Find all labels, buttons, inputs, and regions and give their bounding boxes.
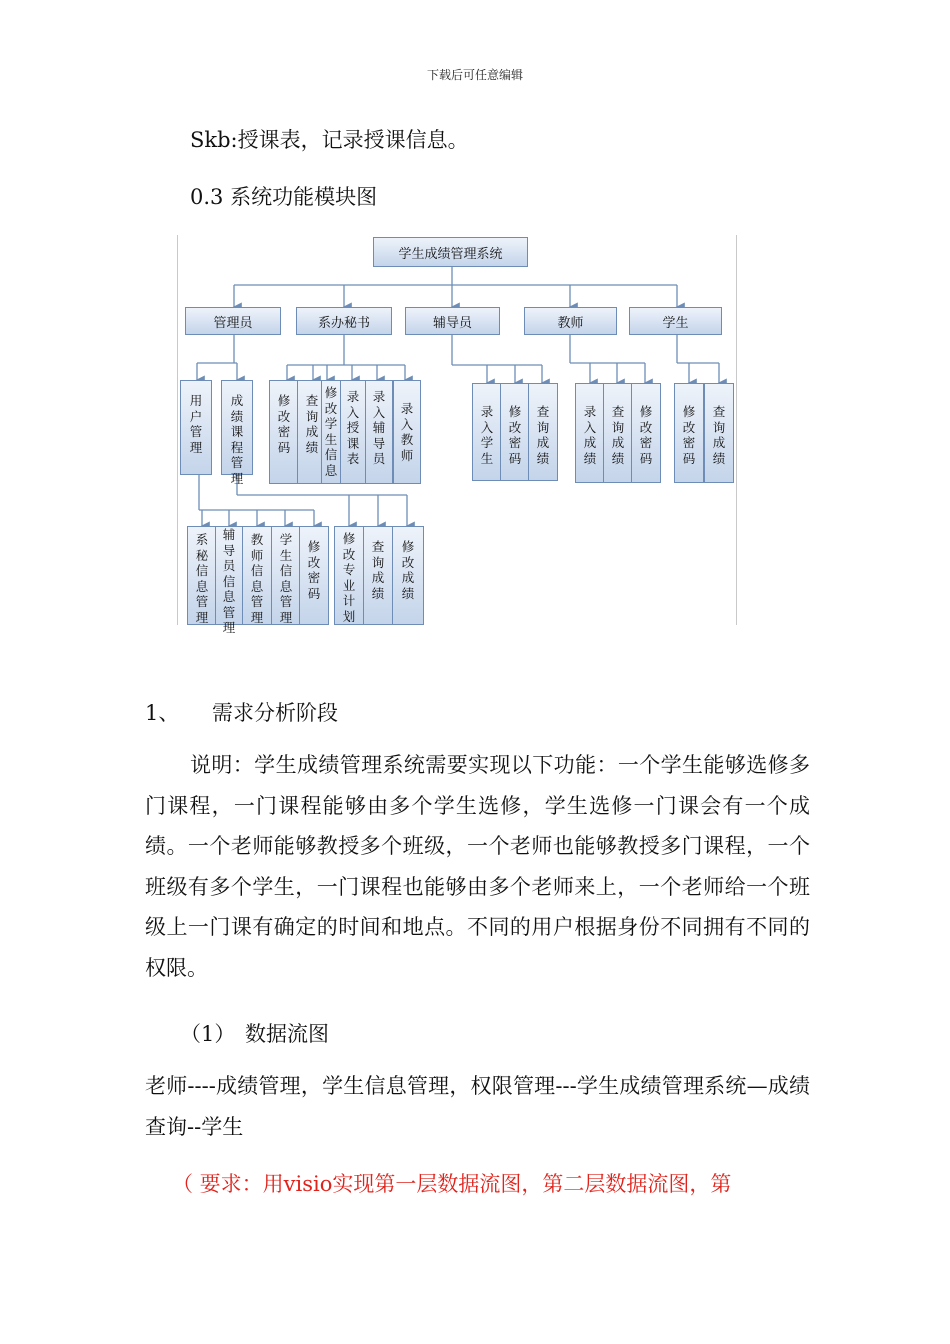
dataflow-heading-text: 数据流图	[245, 1022, 329, 1046]
section-1-title: 需求分析阶段	[212, 701, 338, 725]
diagram-node-teacher: 教师	[524, 307, 617, 335]
diagram-node-cou-enter-student: 录入学生	[472, 383, 502, 481]
diagram-node-sec-enter-schedule: 录入授课表	[340, 380, 366, 484]
diagram-node-tea-enter-grades: 录入成绩	[575, 383, 605, 483]
diagram-node-tea-query-grades: 查询成绩	[603, 383, 633, 483]
diagram-node-cm-edit-plan: 修改专业计划	[334, 526, 364, 625]
page-header-note: 下载后可任意编辑	[426, 68, 523, 82]
diagram-node-counselor: 辅导员	[405, 307, 500, 335]
diagram-node-secretary: 系办秘书	[296, 307, 392, 335]
diagram-node-stu-change-password: 修改密码	[674, 383, 704, 483]
section-1-number: 1、	[145, 701, 180, 725]
diagram-node-sec-query-grades: 查询成绩	[297, 380, 327, 484]
diagram-node-sec-enter-counselor: 录入辅导员	[365, 380, 393, 484]
diagram-root-node: 学生成绩管理系统	[373, 237, 528, 267]
diagram-node-um-change-password: 修改密码	[299, 526, 329, 625]
skb-line: Skb:授课表，记录授课信息。	[190, 128, 469, 152]
dataflow-heading-number: （1）	[180, 1022, 236, 1046]
dataflow-flow-text: 老师----成绩管理，学生信息管理，权限管理---学生成绩管理系统—成绩查询--学生	[145, 1074, 810, 1139]
diagram-node-user-mgmt: 用户管理	[180, 380, 212, 475]
diagram-node-student: 学生	[629, 307, 722, 335]
diagram-node-sec-edit-student: 修改学生信息	[321, 380, 341, 484]
requirement-note: （ 要求：用visio实现第一层数据流图，第二层数据流图，第	[172, 1172, 732, 1196]
description-paragraph: 说明：学生成绩管理系统需要实现以下功能：一个学生能够选修多门课程，一门课程能够由多个学生选修，学生选修一门课会有一个成绩。一个老师能够教授多个班级，一个老师也能够教授多门课程，一个班级有多个学生，一门课程也能够由多个老师来上，一个老师给一个班级上一门课有确定的时间和地点。不同的用户根据身份不同拥有不同的权限。	[145, 753, 810, 980]
diagram-node-um-secretary-info: 系秘信息管理	[187, 526, 217, 625]
diagram-node-stu-query-grades: 查询成绩	[704, 383, 734, 483]
diagram-node-tea-change-password: 修改密码	[631, 383, 661, 483]
diagram-node-sec-change-password: 修改密码	[269, 380, 299, 484]
diagram-node-um-teacher-info: 教师信息管理	[242, 526, 272, 625]
diagram-node-um-counselor-info: 辅导员信息管理	[215, 526, 243, 625]
diagram-node-cou-change-password: 修改密码	[500, 383, 530, 481]
diagram-node-cm-query-grades: 查询成绩	[363, 526, 393, 625]
diagram-node-um-student-info: 学生信息管理	[271, 526, 301, 625]
diagram-node-course-mgmt: 成绩课程管理	[221, 380, 253, 475]
diagram-node-cou-query-grades: 查询成绩	[528, 383, 558, 481]
diagram-node-sec-enter-teacher: 录入教师	[393, 380, 421, 484]
diagram-node-cm-edit-grades: 修改成绩	[392, 526, 424, 625]
function-module-diagram	[177, 235, 737, 635]
section-heading-0-3: 0.3 系统功能模块图	[190, 185, 378, 209]
diagram-node-admin: 管理员	[185, 307, 281, 335]
